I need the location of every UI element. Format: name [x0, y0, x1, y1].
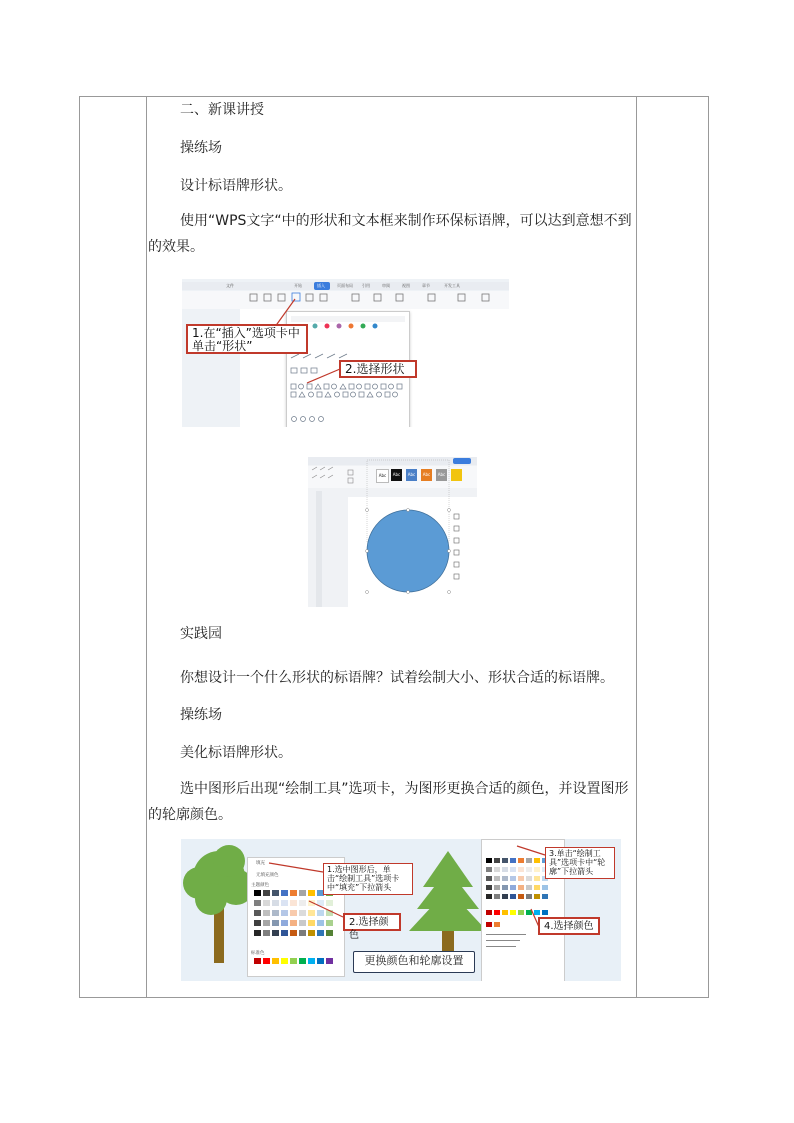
callout-select-outline-color: 4.选择颜色	[538, 917, 600, 935]
practice-garden-heading: 实践园	[180, 626, 222, 642]
section-title: 二、新课讲授	[180, 102, 264, 118]
ribbon-tabs: 文件 开始 插入 页面布局 引用 审阅 视图 章节 开发工具	[182, 282, 509, 290]
fill-color-panel[interactable]: 填充 无填充颜色 主题颜色 标准色	[247, 857, 345, 977]
practice-heading: 操练场	[180, 140, 222, 156]
figure-fill-outline	[181, 839, 621, 981]
style-button[interactable]: Abc	[391, 469, 402, 481]
blue-circle-shape	[367, 510, 449, 592]
style-button[interactable]: Abc	[376, 469, 389, 483]
practice-heading-2: 操练场	[180, 707, 222, 723]
question-text: 你想设计一个什么形状的标语牌？试着绘制大小、形状合适的标语牌。	[180, 670, 614, 686]
table-column-divider	[146, 97, 147, 997]
style-button[interactable]: Abc	[436, 469, 447, 481]
table-column-divider	[636, 97, 637, 997]
callout-outline-dropdown: 3.单击“绘制工具”选项卡中“轮廓”下拉箭头	[545, 847, 615, 879]
callout-select-shape: 2.选择形状	[339, 360, 417, 378]
task-text: 设计标语牌形状。	[180, 178, 292, 194]
figure-caption: 更换颜色和轮廓设置	[353, 951, 475, 973]
callout-fill-dropdown: 1.选中图形后，单击“绘制工具”选项卡中“填充”下拉箭头	[323, 863, 413, 895]
style-button[interactable]: Abc	[421, 469, 432, 481]
style-button[interactable]: Abc	[406, 469, 417, 481]
description-paragraph: 选中图形后出现“绘制工具”选项卡，为图形更换合适的颜色，并设置图形的轮廓颜色。	[148, 781, 629, 823]
callout-select-fill-color: 2.选择颜色	[343, 913, 401, 931]
figure-insert-shape	[182, 279, 509, 427]
task-text-2: 美化标语牌形状。	[180, 745, 292, 761]
figure-circle-shape	[308, 457, 477, 607]
circle-canvas	[308, 457, 477, 607]
lesson-table	[79, 96, 709, 998]
intro-paragraph: 使用“WPS文字“中的形状和文本框来制作环保标语牌，可以达到意想不到的效果。	[148, 213, 632, 255]
callout-insert-shape: 1.在“插入”选项卡中单击“形状”	[186, 324, 308, 354]
